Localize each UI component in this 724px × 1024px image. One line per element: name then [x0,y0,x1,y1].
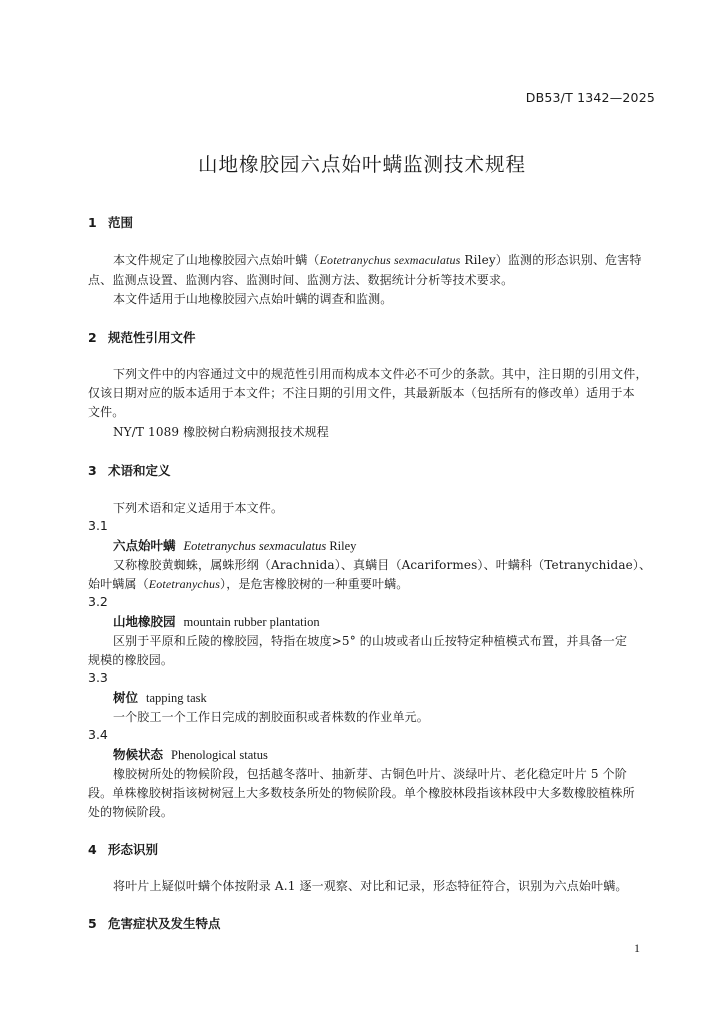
section-number: 4 [88,842,97,857]
term-number: 3.4 [88,727,108,742]
section-number: 2 [88,330,97,345]
term-definition-line-2: 规模的橡胶园。 [88,653,174,667]
section-title: 范围 [108,215,134,230]
section-number: 5 [88,916,97,931]
standard-code: DB53/T 1342—2025 [525,90,655,105]
section-1-paragraph-1-line-2: 点、监测点设置、监测内容、监测时间、监测方法、数据统计分析等技术要求。 [88,273,514,287]
section-4-paragraph: 将叶片上疑似叶螨个体按附录 A.1 逐一观察、对比和记录，形态特征符合，识别为六点始叶螨。 [113,879,628,893]
section-title: 规范性引用文件 [108,330,196,345]
section-2-paragraph-line-3: 文件。 [88,405,125,419]
text-segment: Riley）监测的形态识别、危害特 [460,253,642,267]
section-5-heading [88,914,221,932]
term-english-italic: Eotetranychus sexmaculatus [183,539,327,553]
term-definition-line-1: 区别于平原和丘陵的橡胶园，特指在坡度>5° 的山坡或者山丘按特定种植模式布置，并具备一定 [113,634,628,648]
document-title: 山地橡胶园六点始叶螨监测技术规程 [197,153,526,176]
text-segment: 始叶螨属（ [88,577,149,591]
section-3-intro: 下列术语和定义适用于本文件。 [113,501,284,515]
term-chinese: 六点始叶螨 [113,538,176,553]
term-english: mountain rubber plantation [183,615,320,629]
term-definition-line-2: 段。单株橡胶树指该树树冠上大多数枝条所处的物候阶段。单个橡胶林段指该林段中大多数橡胶植株所 [88,786,635,800]
term-definition-line-1: 又称橡胶黄蜘蛛，属蛛形纲（Arachnida）、真螨目（Acariformes）、叶螨科（Tetranychidae）、 [113,558,652,572]
scientific-name: Eotetranychus sexmaculatus [319,253,461,267]
scientific-name: Eotetranychus [148,577,221,591]
section-2-paragraph-line-1: 下列文件中的内容通过文中的规范性引用而构成本文件必不可少的条款。其中，注日期的引用文件， [113,367,648,381]
section-1-paragraph-2: 本文件适用于山地橡胶园六点始叶螨的调查和监测。 [113,292,393,306]
section-number: 1 [88,215,97,230]
section-title: 形态识别 [108,842,159,857]
term-number: 3.1 [88,518,108,533]
section-title: 危害症状及发生特点 [108,916,221,931]
term-definition-line-1: 一个胶工一个工作日完成的割胶面积或者株数的作业单元。 [113,710,429,724]
term-definition-line-1: 橡胶树所处的物候阶段，包括越冬落叶、抽新芽、古铜色叶片、淡绿叶片、老化稳定叶片 5 个阶 [113,767,627,781]
text-segment: 本文件规定了山地橡胶园六点始叶螨（ [113,253,320,267]
term-number: 3.2 [88,594,108,609]
normative-reference: NY/T 1089 橡胶树白粉病测报技术规程 [113,425,329,439]
term-chinese: 物候状态 [113,747,164,762]
term-chinese: 山地橡胶园 [113,614,176,629]
term-chinese: 树位 [113,690,139,705]
section-2-paragraph-line-2: 仅该日期对应的版本适用于本文件；不注日期的引用文件，其最新版本（包括所有的修改单）适用于本 [88,386,635,400]
term-english-plain: Riley [326,539,357,553]
term-definition-line-2 [88,575,408,592]
page-number: 1 [634,941,640,955]
term-heading [113,688,207,706]
term-english [184,539,357,553]
section-title: 术语和定义 [108,463,171,478]
term-english: tapping task [146,691,207,705]
term-number: 3.3 [88,670,108,685]
term-heading [113,612,320,630]
section-1-paragraph-1-line-1 [113,251,642,268]
text-segment: ），是危害橡胶树的一种重要叶螨。 [220,577,409,591]
term-definition-line-3: 处的物候阶段。 [88,805,174,819]
section-1-heading [88,213,133,231]
term-heading [113,536,356,554]
section-number: 3 [88,463,97,478]
term-heading [113,745,268,763]
section-4-heading [88,840,158,858]
section-3-heading [88,461,171,479]
section-2-heading [88,328,196,346]
term-english: Phenological status [171,748,268,762]
